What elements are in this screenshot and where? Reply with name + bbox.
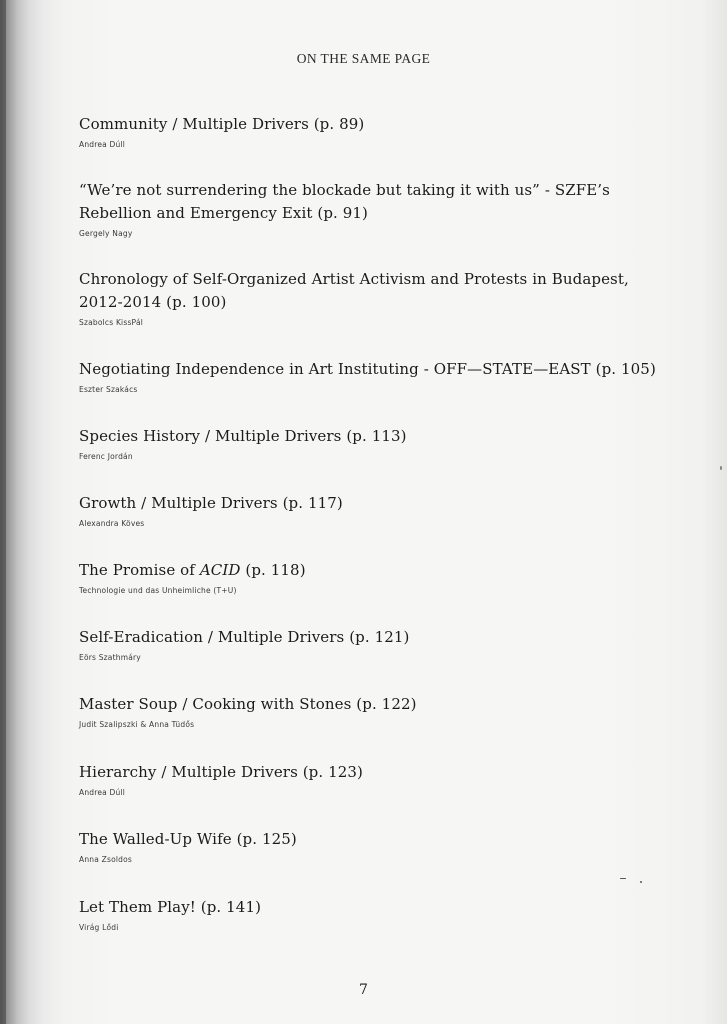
entry-author: Technologie und das Unheimliche (T+U) [79,586,237,595]
entry-title: Hierarchy / Multiple Drivers (p. 123) [79,763,364,781]
entry-author: Andrea Dúll [79,788,126,797]
entry-title: Self-Eradication / Multiple Drivers (p. 121) [79,628,410,646]
entry-author: Andrea Dúll [79,140,126,149]
toc-entry [79,268,659,327]
scan-speck [620,878,626,879]
entry-author: Alexandra Köves [79,519,145,528]
entry-title: Let Them Play! (p. 141) [79,898,262,916]
book-spine-shadow [0,0,6,1024]
entry-title: Chronology of Self-Organized Artist Activism and Protests in Budapest, [79,270,629,288]
toc-entry [79,113,659,149]
entry-title-line2: Rebellion and Emergency Exit (p. 91) [79,204,369,222]
entry-title: Master Soup / Cooking with Stones (p. 122) [79,695,417,713]
entry-title: The Walled-Up Wife (p. 125) [79,830,297,848]
toc-entry [79,761,659,797]
entry-title-line2: 2012-2014 (p. 100) [79,293,227,311]
toc-entry [79,425,659,461]
entry-title: “We’re not surrendering the blockade but taking it with us” - SZFE’s [79,181,610,199]
scan-speck [720,466,722,470]
entry-author: Ferenc Jordán [79,452,133,461]
toc-entry [79,626,659,662]
entry-author: Judit Szalipszki & Anna Tüdős [79,720,195,729]
page-heading: ON THE SAME PAGE [296,51,431,66]
toc-entry [79,828,659,864]
toc-entry [79,358,659,394]
entry-author: Virág Lődi [79,923,119,932]
entry-title: Negotiating Independence in Art Instituting - OFF—STATE—EAST (p. 105) [79,360,656,378]
toc-entry [79,896,659,932]
entry-title: Species History / Multiple Drivers (p. 113) [79,427,407,445]
entry-title: Community / Multiple Drivers (p. 89) [79,115,365,133]
entry-title-post: (p. 118) [240,561,306,579]
entry-author: Szabolcs KissPál [79,318,144,327]
toc-entry [79,693,659,729]
page-number: 7 [359,982,368,998]
scan-speck [640,881,642,883]
toc-entry [79,492,659,528]
entry-title [79,559,659,582]
entry-author: Eszter Szakács [79,385,138,394]
toc-entry [79,179,659,238]
entry-author: Eörs Szathmáry [79,653,141,662]
toc-entry [79,559,659,595]
entry-author: Gergely Nagy [79,229,133,238]
entry-title-italic: ACID [199,561,241,579]
entry-title-pre: The Promise of [79,561,200,579]
entry-author: Anna Zsoldos [79,855,132,864]
entry-title: Growth / Multiple Drivers (p. 117) [79,494,343,512]
